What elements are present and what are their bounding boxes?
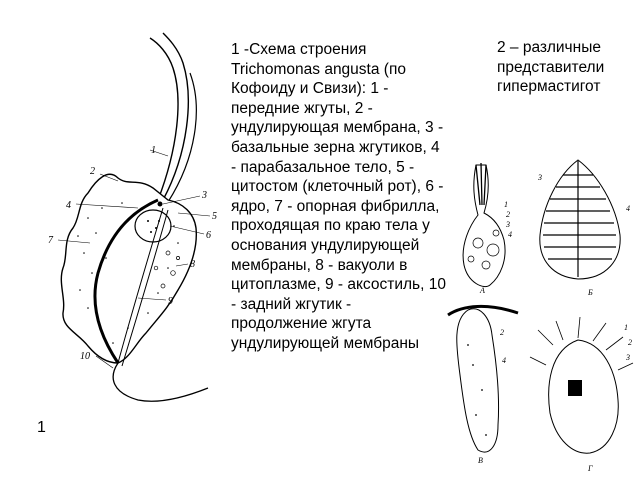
- fig1-label: 10: [80, 351, 90, 362]
- cell-c: [448, 306, 518, 465]
- fig2-c-label: 2: [500, 328, 504, 337]
- fig2-panel-letter: Г: [588, 464, 593, 473]
- fig2-a-label: 3: [506, 220, 510, 229]
- fig2-a-label: 4: [508, 230, 512, 239]
- trichomonas-diagram: [18, 28, 228, 408]
- fig1-label: 8: [190, 259, 195, 270]
- fig1-label: 3: [202, 190, 207, 201]
- fig1-label: 6: [206, 230, 211, 241]
- fig2-b-label: 3: [538, 173, 542, 182]
- fig2-d-label: 1: [624, 323, 628, 332]
- fig2-panel-letter: А: [480, 286, 485, 295]
- fig1-label: 9: [168, 296, 173, 307]
- fig2-d-label: 2: [628, 338, 632, 347]
- cell-b: [537, 160, 630, 297]
- cell-a: [463, 163, 512, 295]
- fig1-label: 1: [151, 145, 156, 156]
- fig2-b-label: 4: [626, 204, 630, 213]
- fig1-label: 7: [48, 235, 53, 246]
- cell-d: [530, 317, 633, 473]
- caption-hypermastigotes: 2 – различные представители гипермастигот: [497, 39, 605, 96]
- fig2-panel-letter: Б: [588, 288, 593, 297]
- hypermastigotes-diagram: [438, 145, 640, 479]
- fig2-panel-letter: В: [478, 456, 483, 465]
- fig1-label: 2: [90, 166, 95, 177]
- fig1-label: 4: [66, 200, 71, 211]
- fig2-a-label: 1: [504, 200, 508, 209]
- fig2-c-label: 4: [502, 356, 506, 365]
- fig2-a-label: 2: [506, 210, 510, 219]
- panel-number: 1: [37, 419, 46, 436]
- caption-trichomonas: 1 -Схема строения Trichomonas angusta (по Кофоиду и Свизи): 1 - передние жгуты, 2 - ундулирующая мембрана, 3 - базальные зерна жгутиков, 4 - парабазальное тело, 5 - цитостом (клеточный рот), 6 - ядро, 7 - опорная фибрилла, проходящая по краю тела у основания ундулирующей мембраны, 8 - вакуоли в цитоплазме, 9 - аксостиль, 10 - задний жгутик - продолжение жгута ундулирующей мембраны: [231, 41, 446, 352]
- fig2-d-label: 3: [626, 353, 630, 362]
- fig1-label: 5: [212, 211, 217, 222]
